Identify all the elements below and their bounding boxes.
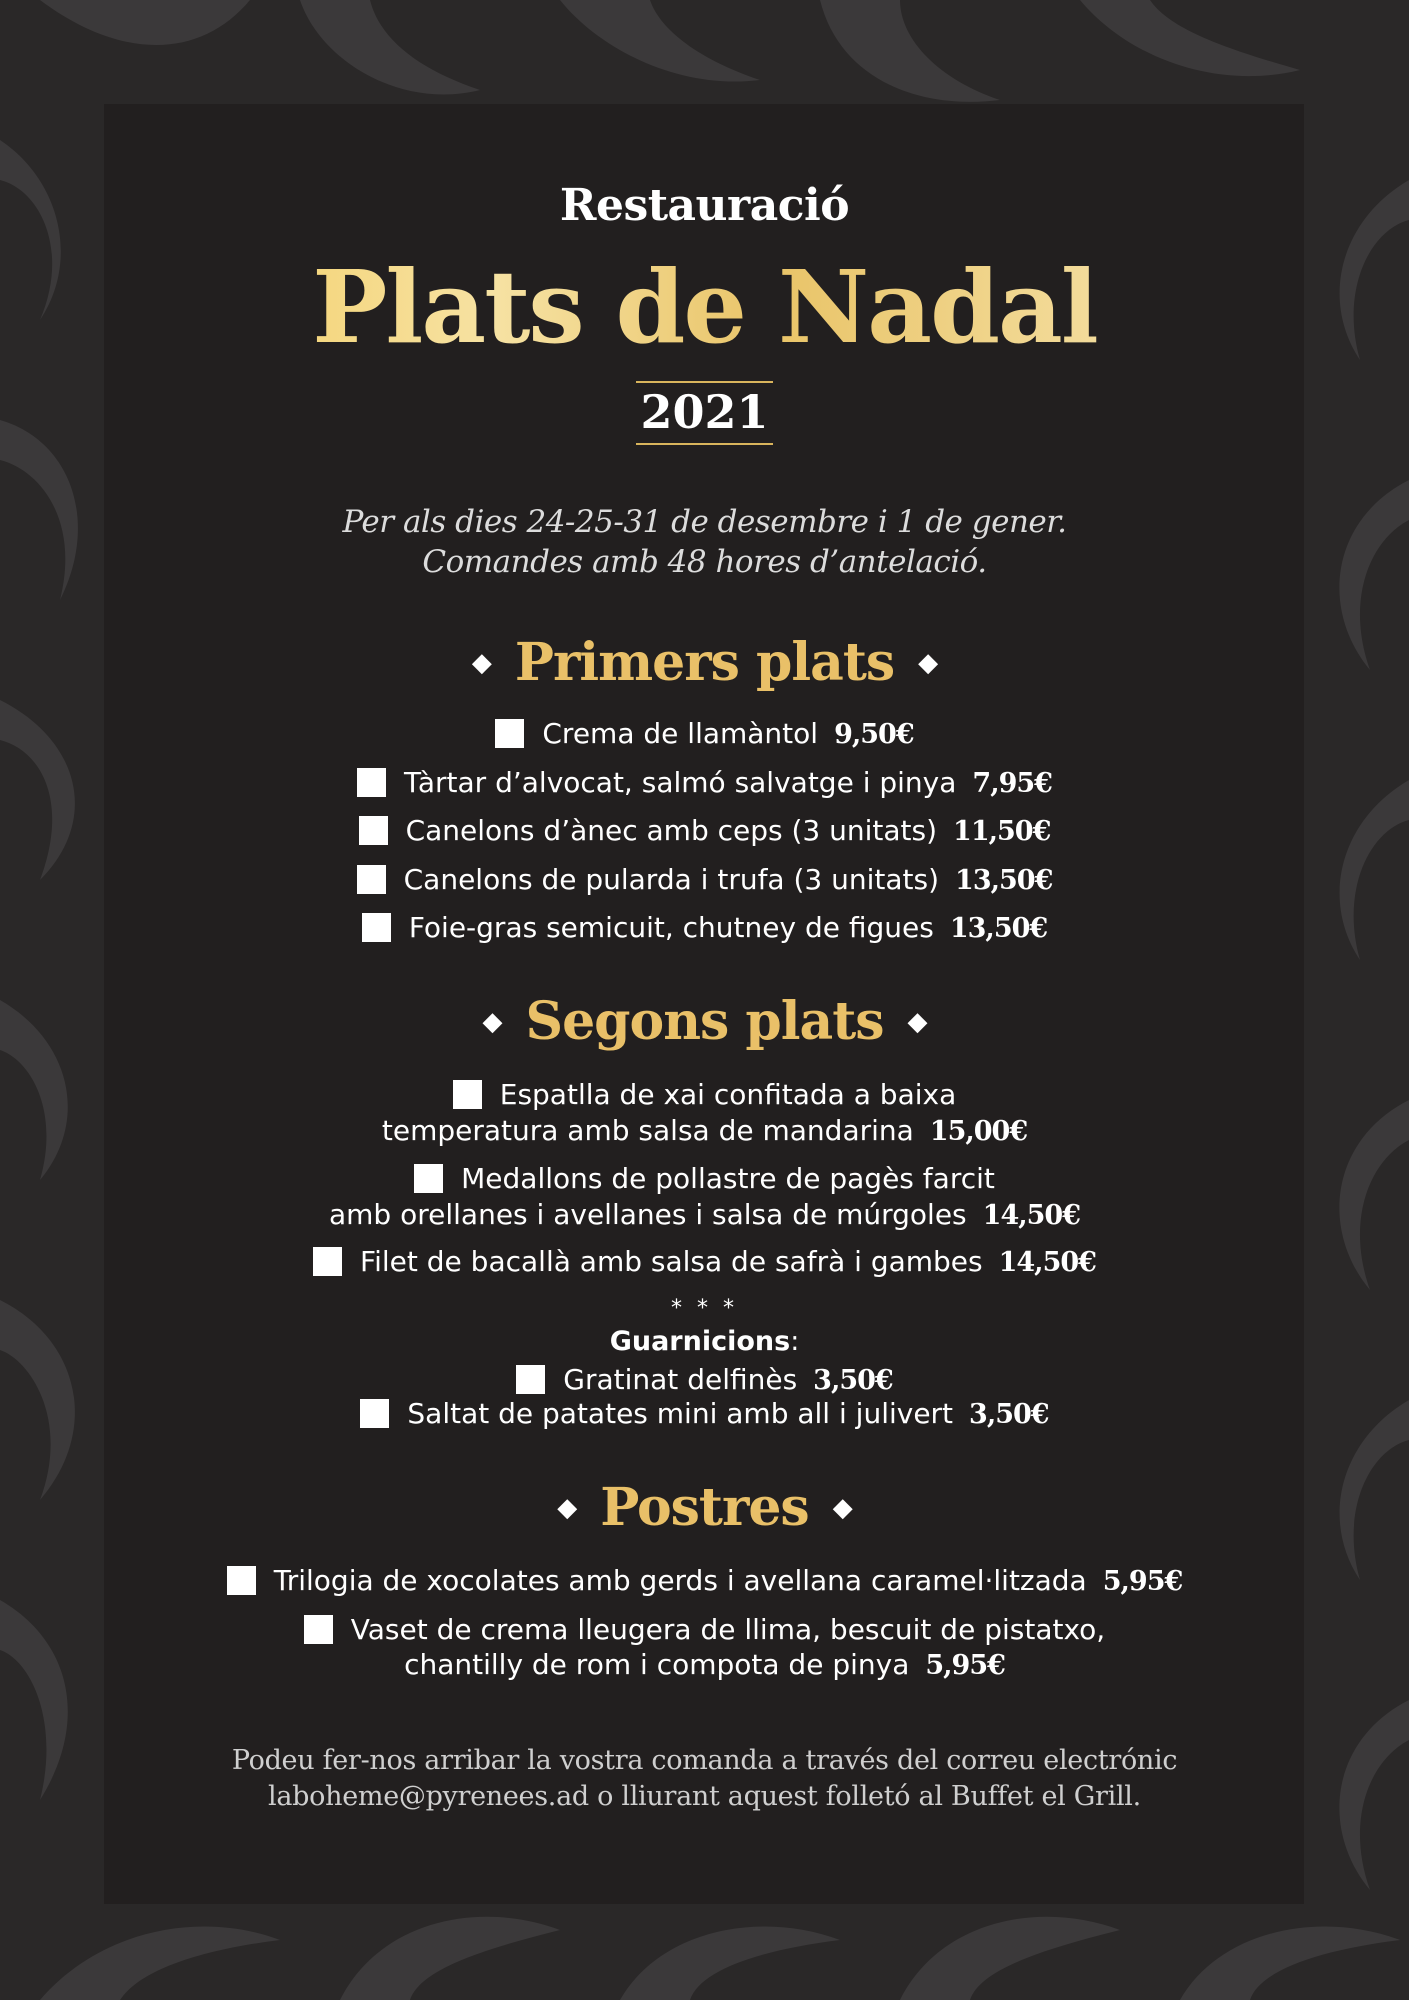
garnish-colon: : xyxy=(790,1326,800,1357)
order-checkbox[interactable] xyxy=(227,1566,256,1595)
item-price: 15,00€ xyxy=(929,1116,1028,1147)
item-name: Saltat de patates mini amb all i julivert xyxy=(407,1397,954,1430)
order-checkbox[interactable] xyxy=(359,816,388,845)
order-checkbox[interactable] xyxy=(516,1365,545,1394)
item-name: Filet de bacallà amb salsa de safrà i gambes xyxy=(360,1245,983,1278)
order-checkbox[interactable] xyxy=(357,865,386,894)
item-price: 13,50€ xyxy=(955,865,1053,896)
garnish-item xyxy=(0,1362,1409,1399)
item-price: 11,50€ xyxy=(953,816,1051,847)
item-name: Trilogia de xocolates amb gerds i avellana caramel·litzada xyxy=(273,1564,1087,1597)
item-name: Espatlla de xai confitada a baixa xyxy=(499,1078,957,1111)
order-checkbox[interactable] xyxy=(360,1399,389,1428)
footer-text-line2: laboheme@pyrenees.ad o lliurant aquest folletó al Buffet el Grill. xyxy=(268,1781,1141,1812)
item-price: 3,50€ xyxy=(813,1365,893,1396)
menu-item-line1 xyxy=(0,1161,1409,1197)
menu-item xyxy=(0,765,1409,802)
order-checkbox[interactable] xyxy=(453,1080,482,1109)
menu-item-line2 xyxy=(0,1113,1409,1150)
menu-item xyxy=(0,716,1409,753)
menu-item xyxy=(0,862,1409,899)
intro-notice: Comandes amb 48 hores d’antelació. xyxy=(422,544,987,580)
item-name: Foie-gras semicuit, chutney de figues xyxy=(408,911,934,944)
menu-item xyxy=(0,1244,1409,1281)
menu-item xyxy=(0,1563,1409,1600)
item-name: Tàrtar d’alvocat, salmó salvatge i pinya xyxy=(404,766,957,799)
section-heading-primers xyxy=(0,633,1409,697)
diamond-ornament-icon: ◆ xyxy=(918,647,938,678)
item-price: 9,50€ xyxy=(834,719,914,750)
order-checkbox[interactable] xyxy=(313,1247,342,1276)
menu-item xyxy=(0,910,1409,947)
item-name: Crema de llamàntol xyxy=(542,717,819,750)
item-price: 5,95€ xyxy=(925,1650,1005,1681)
menu-item-line1 xyxy=(0,1077,1409,1113)
page-title: Plats de Nadal xyxy=(0,248,1409,366)
order-checkbox[interactable] xyxy=(304,1615,333,1644)
section-heading-label: Segons plats xyxy=(525,991,884,1052)
diamond-ornament-icon: ◆ xyxy=(832,1492,852,1523)
diamond-ornament-icon: ◆ xyxy=(557,1492,577,1523)
item-price: 14,50€ xyxy=(982,1200,1080,1231)
year-label: 2021 xyxy=(636,381,772,445)
item-price: 3,50€ xyxy=(969,1399,1049,1430)
kicker-heading: Restauració xyxy=(559,180,850,231)
item-name: temperatura amb salsa de mandarina xyxy=(381,1114,914,1147)
intro-dates: Per als dies 24-25-31 de desembre i 1 de gener. xyxy=(342,504,1067,540)
item-name: chantilly de rom i compota de pinya xyxy=(404,1648,910,1681)
diamond-ornament-icon: ◆ xyxy=(482,1006,502,1037)
item-name: Gratinat delfinès xyxy=(563,1363,798,1396)
item-price: 5,95€ xyxy=(1102,1566,1183,1597)
garnish-item xyxy=(0,1396,1409,1433)
separator-stars: * * * xyxy=(671,1296,738,1321)
order-checkbox[interactable] xyxy=(362,913,391,942)
item-price: 13,50€ xyxy=(949,913,1048,944)
order-checkbox[interactable] xyxy=(357,768,386,797)
item-name: Canelons d’ànec amb ceps (3 unitats) xyxy=(405,814,938,847)
item-name: Canelons de pularda i trufa (3 unitats) xyxy=(403,863,940,896)
section-heading-postres xyxy=(0,1478,1409,1542)
section-heading-segons xyxy=(0,992,1409,1056)
item-price: 14,50€ xyxy=(998,1247,1096,1278)
order-checkbox[interactable] xyxy=(495,719,524,748)
menu-item-line2 xyxy=(0,1647,1409,1684)
diamond-ornament-icon: ◆ xyxy=(471,647,491,678)
item-price: 7,95€ xyxy=(972,768,1052,799)
item-name: Medallons de pollastre de pagès farcit xyxy=(461,1162,995,1195)
menu-item-line2 xyxy=(0,1197,1409,1234)
menu-item-line1 xyxy=(0,1612,1409,1648)
item-name: amb orellanes i avellanes i salsa de múrgoles xyxy=(329,1198,967,1231)
diamond-ornament-icon: ◆ xyxy=(907,1006,927,1037)
garnish-heading xyxy=(0,1326,1409,1357)
item-name: Vaset de crema lleugera de llima, bescuit de pistatxo, xyxy=(350,1613,1106,1646)
footer-text-line1: Podeu fer-nos arribar la vostra comanda a través del correu electrónic xyxy=(231,1745,1178,1776)
menu-item xyxy=(0,813,1409,850)
section-heading-label: Postres xyxy=(600,1477,809,1538)
section-heading-label: Primers plats xyxy=(514,632,895,693)
garnish-label: Guarnicions xyxy=(609,1326,791,1357)
year-block xyxy=(0,381,1409,445)
order-checkbox[interactable] xyxy=(414,1164,443,1193)
